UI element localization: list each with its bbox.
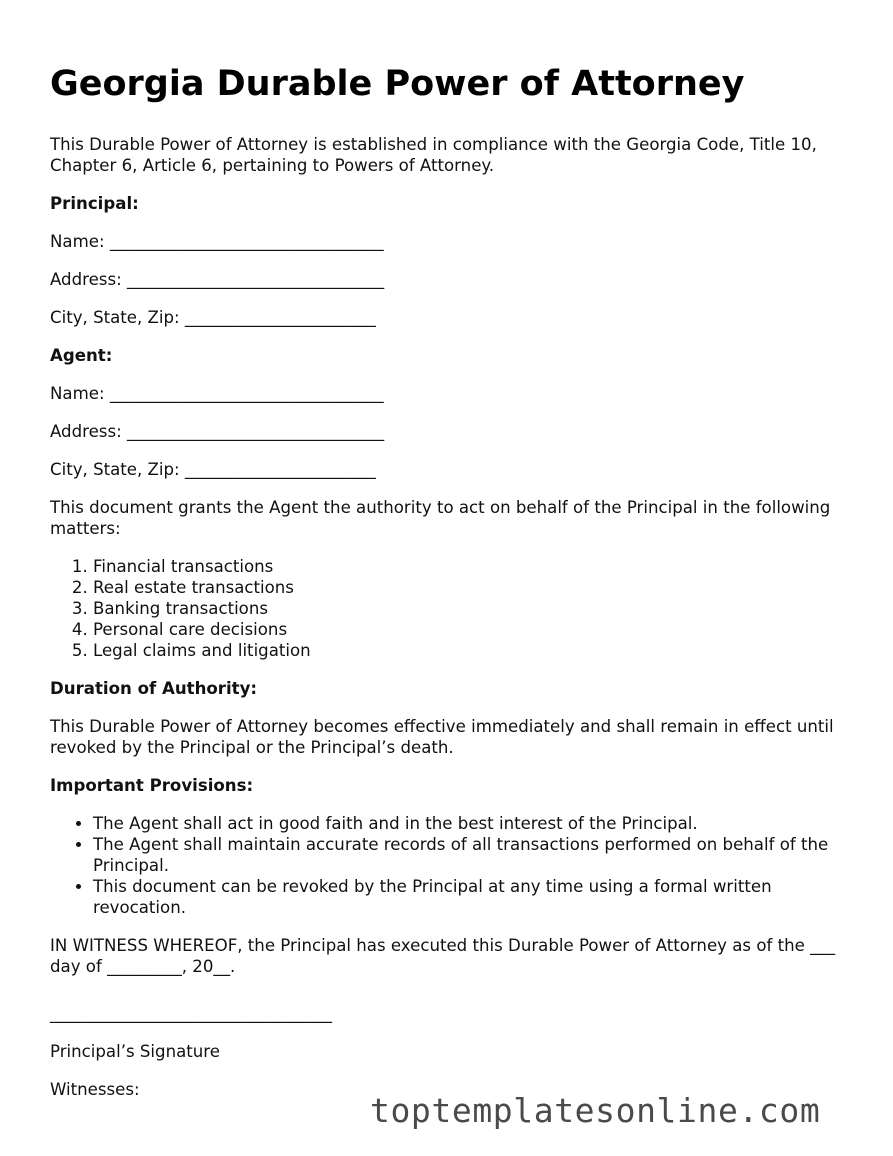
principal-city-field: City, State, Zip: _______________________ xyxy=(50,308,376,327)
list-item: 2. Real estate transactions xyxy=(93,577,850,598)
list-item: • The Agent shall act in good faith and in the best interest of the Principal. xyxy=(93,813,850,834)
provisions-heading: Important Provisions: xyxy=(50,776,254,795)
agent-address-field: Address: _______________________________ xyxy=(50,422,385,441)
document-page xyxy=(50,62,850,1117)
principal-heading: Principal: xyxy=(50,194,139,213)
signature-line: __________________________________ xyxy=(50,1004,333,1023)
page-title: Georgia Durable Power of Attorney xyxy=(50,64,745,104)
witnesses-label: Witnesses: xyxy=(50,1080,140,1099)
watermark: toptemplatesonline.com xyxy=(370,1091,821,1130)
principal-name-field: Name: _________________________________ xyxy=(50,232,384,251)
list-item: 5. Legal claims and litigation xyxy=(93,640,850,661)
principal-address-field: Address: _______________________________ xyxy=(50,270,385,289)
agent-name-field: Name: _________________________________ xyxy=(50,384,384,403)
list-item: 3. Banking transactions xyxy=(93,598,850,619)
duration-paragraph: This Durable Power of Attorney becomes effective immediately and shall remain in effect until revoked by the Principal or the Principal’s death. xyxy=(50,717,834,757)
list-item: 1. Financial transactions xyxy=(93,556,850,577)
agent-heading: Agent: xyxy=(50,346,113,365)
matters-list xyxy=(50,556,850,661)
grant-paragraph: This document grants the Agent the authority to act on behalf of the Principal in the following matters: xyxy=(50,498,831,538)
list-item: • This document can be revoked by the Principal at any time using a formal written revocation. xyxy=(93,876,850,918)
list-item: • The Agent shall maintain accurate records of all transactions performed on behalf of the Principal. xyxy=(93,834,850,876)
signature-label: Principal’s Signature xyxy=(50,1042,220,1061)
list-item: 4. Personal care decisions xyxy=(93,619,850,640)
intro-paragraph: This Durable Power of Attorney is established in compliance with the Georgia Code, Title 10, Chapter 6, Article 6, pertaining to Powers of Attorney. xyxy=(50,135,817,175)
duration-heading: Duration of Authority: xyxy=(50,679,258,698)
witness-clause: IN WITNESS WHEREOF, the Principal has executed this Durable Power of Attorney as of the ___ day of _________, 20__. xyxy=(50,936,836,976)
provisions-list xyxy=(50,813,850,918)
agent-city-field: City, State, Zip: _______________________ xyxy=(50,460,376,479)
